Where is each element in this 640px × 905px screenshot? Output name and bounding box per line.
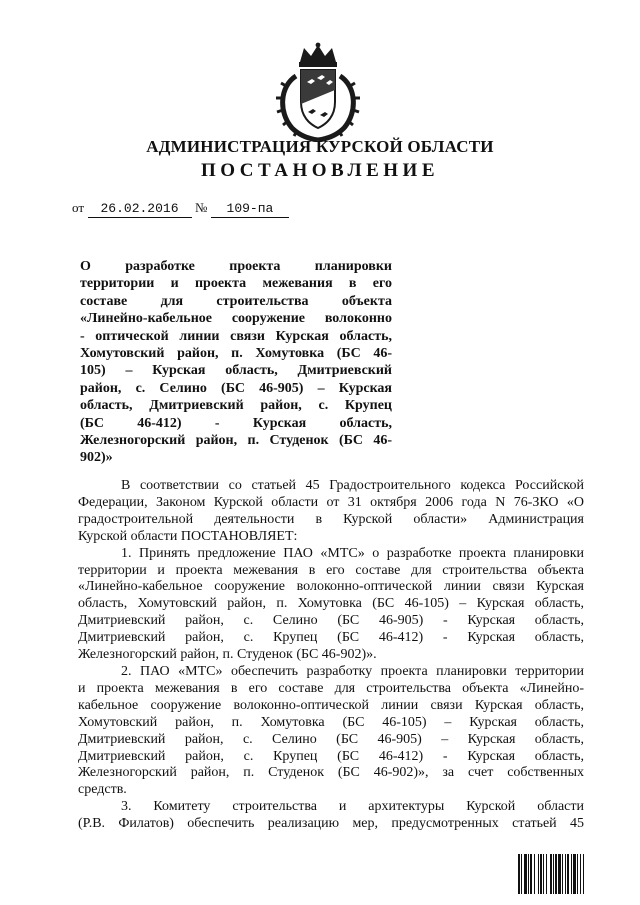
body-line: Дмитриевский район, с. Крупец (БС 46-412) - Курская область, <box>78 748 584 764</box>
document-number: 109-па <box>211 201 289 218</box>
subject-line: (БС 46-412) - Курская область, <box>80 415 392 431</box>
subject-line: составе для строительства объекта <box>80 293 392 309</box>
subject-line: область, Дмитриевский район, с. Крупец <box>80 398 392 414</box>
subject-line: - оптической линии связи Курская область, <box>80 328 392 344</box>
body-line: Дмитриевский район, с. Селино (БС 46-905) - Курская область, <box>78 613 584 629</box>
body-line: территории и проекта межевания в его составе для строительства объекта <box>78 562 584 578</box>
body-line: и проекта межевания в его составе для строительства объекта «Линейно- <box>78 680 584 696</box>
subject-line: территории и проекта межевания в его <box>80 276 392 292</box>
document-subject <box>80 258 392 467</box>
body-line: Дмитриевский район, с. Селино (БС 46-905) – Курская область, <box>78 731 584 747</box>
organization-title: АДМИНИСТРАЦИЯ КУРСКОЙ ОБЛАСТИ <box>146 137 494 156</box>
number-label: № <box>195 200 208 215</box>
barcode-image <box>518 854 592 894</box>
subject-line: 105) – Курская область, Дмитриевский <box>80 363 392 379</box>
subject-line: Хомутовский район, п. Хомутовка (БС 46- <box>80 346 392 362</box>
subject-line: О разработке проекта планировки <box>80 259 392 274</box>
document-body <box>78 478 584 833</box>
date-label: от <box>72 200 85 215</box>
body-line: Хомутовский район, п. Хомутовка (БС 46-105) – Курская область, <box>78 714 584 730</box>
subject-line: район, с. Селино (БС 46-905) – Курская <box>80 380 392 396</box>
body-line: «Линейно-кабельное сооружение волоконно-оптической линии связи Курская <box>78 579 584 595</box>
body-line: 1. Принять предложение ПАО «МТС» о разработке проекта планировки <box>121 545 584 561</box>
subject-line: 902)» <box>80 450 113 466</box>
document-dateline <box>72 200 289 218</box>
subject-line: Железногорский район, п. Студенок (БС 46- <box>80 433 392 449</box>
body-line: Федерации, Законом Курской области от 31 октября 2006 года N 76-ЗКО «О <box>78 494 584 510</box>
body-line: Дмитриевский район, с. Крупец (БС 46-412) - Курская область, <box>78 630 584 646</box>
body-line: градостроительной деятельности в Курской области» Администрация <box>78 511 584 527</box>
body-line: средств. <box>78 782 127 798</box>
body-line: Железногорский район, п. Студенок (БС 46-902)», за счет собственных <box>78 765 584 781</box>
subject-line: «Линейно-кабельное сооружение волоконно <box>80 311 392 327</box>
body-line: 2. ПАО «МТС» обеспечить разработку проекта планировки территории <box>121 663 584 679</box>
body-line: Железногорский район, п. Студенок (БС 46-902)». <box>78 647 377 663</box>
body-line: область, Хомутовский район, п. Хомутовка (БС 46-105) – Курская область, <box>78 596 584 612</box>
document-date: 26.02.2016 <box>88 201 192 218</box>
body-line: 3. Комитету строительства и архитектуры Курской области <box>121 799 584 815</box>
body-line: Курской области ПОСТАНОВЛЯЕТ: <box>78 528 298 544</box>
document-type-title: ПОСТАНОВЛЕНИЕ <box>200 160 440 181</box>
coat-of-arms-emblem <box>272 42 364 142</box>
body-line: кабельное сооружение волоконно-оптической линии связи Курская область, <box>78 697 584 713</box>
body-line: В соответствии со статьей 45 Градостроительного кодекса Российской <box>121 478 584 493</box>
body-line: (Р.В. Филатов) обеспечить реализацию мер, предусмотренных статьей 45 <box>78 816 584 832</box>
